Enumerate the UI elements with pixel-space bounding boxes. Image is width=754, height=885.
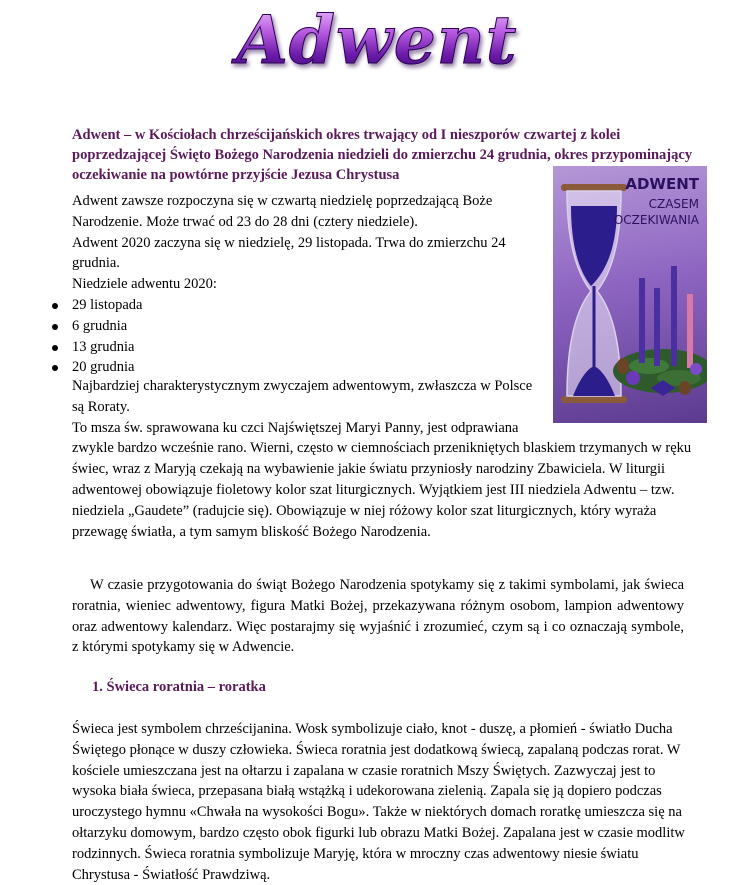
poster-subtitle-line-2: OCZEKIWANIA — [613, 213, 699, 227]
section-text: Świeca jest symbolem chrześcijanina. Wosk symbolizuje ciało, knot - duszę, a płomień - światło Ducha Świętego płonące w duszy człowieka. Świeca roratnia jest dodatkową świecą, zapalaną podczas rorat. W kościele umieszczana jest na ołtarzu i zapalana w czasie roratnich Mszy Świętych. Zazwyczaj jest to wysoka biała świeca, przepasana białą wstążką i udekorowana zielenią. Zapala się ją dopiero podczas uroczystego hymnu «Chwała na wysokości Bogu». Także w niektórych domach roratkę umieszcza się na ołtarzyku domowym, bardzo często obok figurki lub obrazu Matki Bożej. Zapalana jest w czasie modlitw rodzinnych. Świeca roratnia symbolizuje Maryję, która w mroczny czas adwentowy niesie światu Chrystusa - Światłość Prawdziwą. — [72, 721, 685, 883]
poster-subtitle — [559, 196, 699, 228]
bauble — [626, 371, 640, 385]
intro-paragraph-1: Adwent zawsze rozpoczyna się w czwartą niedzielę poprzedzającą Boże Narodzenie. Może trwać od 23 do 28 dni (cztery niedziele). — [72, 193, 493, 230]
intro-section — [72, 191, 542, 378]
candle-violet-3 — [671, 266, 677, 366]
roraty-paragraph-2: To msza św. sprawowana ku czci Najświętszej Maryi Panny, jest odprawiana — [72, 419, 519, 436]
section-heading: 1. Świeca roratnia – roratka — [92, 679, 266, 695]
candle-pink — [687, 294, 693, 368]
list-item: 29 listopada — [72, 295, 542, 316]
advent-poster-image — [553, 166, 707, 423]
intro-paragraph-3: Niedziele adwentu 2020: — [72, 276, 217, 293]
hourglass-bottom-cap — [561, 396, 627, 403]
list-item: 20 grudnia — [72, 357, 542, 378]
page-title: Adwent — [0, 2, 754, 78]
sundays-list — [72, 295, 542, 378]
hourglass-top-cap — [561, 184, 627, 191]
intro-paragraph-2: Adwent 2020 zaczyna się w niedzielę, 29 listopada. Trwa do zmierzchu 24 grudnia. — [72, 234, 506, 272]
roraty-paragraph-1: Najbardziej charakterystycznym zwyczajem adwentowym, zwłaszcza w Polsce są Roraty. — [72, 378, 533, 415]
pine-cone — [617, 358, 629, 374]
symbols-paragraph: W czasie przygotowania do świąt Bożego Narodzenia spotykamy się z takimi symbolami, jak świeca roratnia, wieniec adwentowy, figura Matki Bożej, przekazywana różnym osobom, lampion adwentowy oraz adwentowy kalendarz. Więc postarajmy się wyjaśnić i zrozumieć, czym są i co oznaczają symbole, z którymi spotykamy się w Adwencie. — [72, 577, 684, 656]
candle-violet-1 — [639, 278, 645, 363]
list-item: 13 grudnia — [72, 337, 542, 358]
candle-violet-2 — [654, 288, 660, 366]
lead-paragraph: Adwent – w Kościołach chrześcijańskich okres trwający od I nieszporów czwartej z kolei poprzedzającej Święto Bożego Narodzenia niedzieli do zmierzchu 24 grudnia, okres przypominający oczekiwanie na powtórne przyjście Jezusa Chrystusa — [72, 127, 693, 183]
bauble — [690, 363, 702, 375]
poster-subtitle-line-1: CZASEM — [648, 197, 699, 211]
poster-title: ADWENT — [625, 175, 699, 193]
roraty-paragraph-3: zwykle bardzo wcześnie rano. Wierni, często w ciemnościach przenikniętych blaskiem trzymanych w ręku świec, wraz z Maryją czekają na wybawienie jakie światu przyniosły narodziny Zbawiciela. W liturgii adwentowej obowiązuje fioletowy kolor szat liturgicznych. Wyjątkiem jest III niedziela Adwentu – tzw. niedziela „Gaudete” (radujcie się). Obowiązuje w niej różowy kolor szat liturgicznych, który wyraża przewagę światła, a tym samym bliskość Bożego Narodzenia. — [72, 440, 692, 540]
list-item: 6 grudnia — [72, 316, 542, 337]
pine-cone — [679, 381, 691, 395]
